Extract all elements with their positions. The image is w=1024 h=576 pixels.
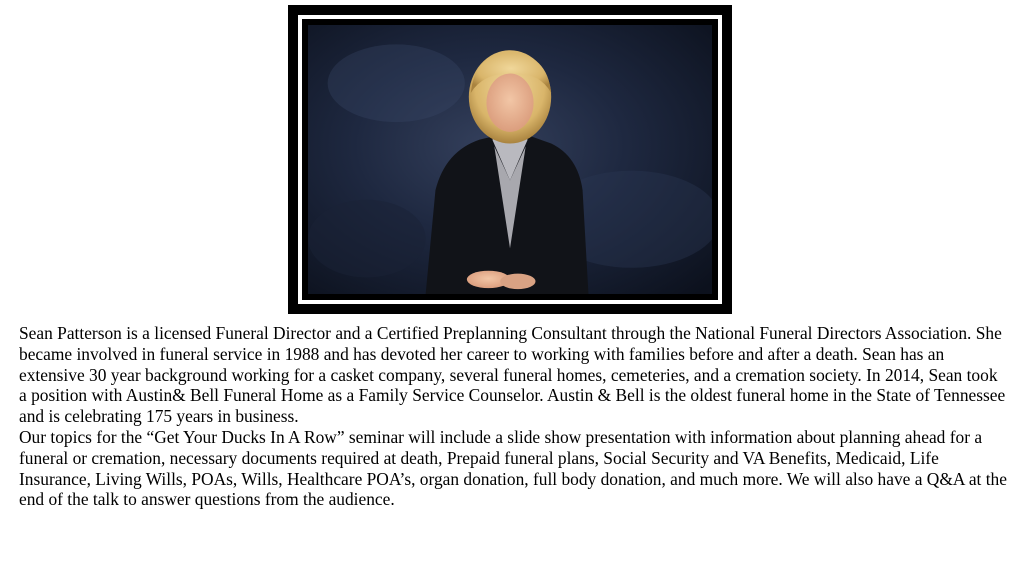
portrait-frame-border xyxy=(298,15,722,304)
biography-text xyxy=(19,323,1009,510)
biography-paragraph: Sean Patterson is a licensed Funeral Director and a Certified Preplanning Consultant through the National Funeral Directors Association. She became involved in funeral service in 1988 and has devoted her career to working with families before and after a death. Sean has an extensive 30 year background working for a casket company, several funeral homes, cemeteries, and a cremation society. In 2014, Sean took a position with Austin& Bell Funeral Home as a Family Service Counselor. Austin & Bell is the oldest funeral home in the State of Tennessee and is celebrating 175 years in business. xyxy=(19,323,1006,427)
portrait-frame xyxy=(288,5,732,314)
portrait-photo xyxy=(308,25,712,294)
seminar-topics-paragraph: Our topics for the “Get Your Ducks In A Row” seminar will include a slide show presentation with information about planning ahead for a funeral or cremation, necessary documents required at death, Prepaid funeral plans, Social Security and VA Benefits, Medicaid, Life Insurance, Living Wills, POAs, Wills, Healthcare POA’s, organ donation, full body donation, and much more. We will also have a Q&A at the end of the talk to answer questions from the audience. xyxy=(19,426,1007,510)
